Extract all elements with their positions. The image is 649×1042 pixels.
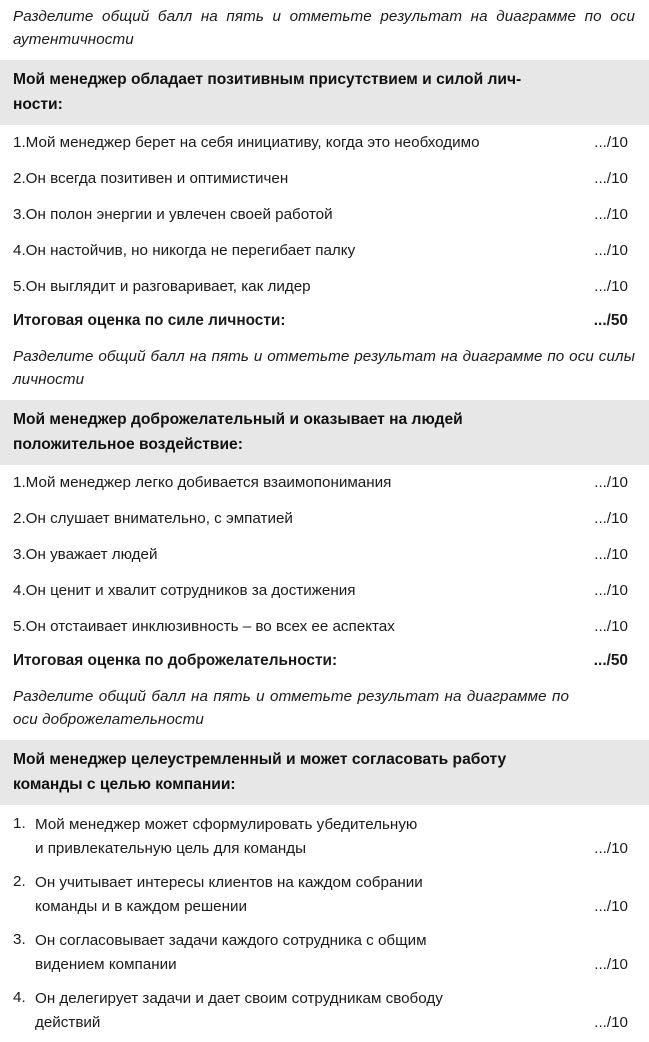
question-list-benevolence (0, 465, 649, 645)
section-heading-text-line2: ности: (13, 96, 63, 113)
question-number: 5. (13, 278, 26, 295)
question-text-line2: видением компании (35, 955, 177, 973)
question-text-line1: Он учитывает интересы клиентов на каждом собрании (35, 874, 423, 891)
question-text: Он полон энергии и увлечен своей работой (25, 206, 333, 223)
section-heading-personality-strength (0, 60, 649, 125)
question-text-line1: Мой менеджер может сформулировать убедительную (35, 816, 418, 833)
question-row[interactable] (0, 609, 649, 645)
question-text: Он слушает внимательно, с эмпатией (25, 510, 293, 527)
question-text-line2: и привлекательную цель для команды (35, 839, 307, 857)
question-score-field[interactable]: .../10 (594, 134, 628, 151)
question-text-line2: действий (35, 1013, 101, 1031)
spacer (0, 337, 649, 346)
question-score-field[interactable]: .../10 (594, 510, 628, 527)
question-text (35, 987, 594, 1034)
question-row[interactable] (0, 197, 649, 233)
question-row[interactable] (0, 810, 649, 868)
question-number: 2. (13, 873, 26, 890)
section-heading-text: Мой менеджер целеустремленный и может согласовать работу (13, 751, 507, 768)
question-score-field[interactable]: .../10 (594, 618, 628, 635)
question-list-purposefulness (0, 810, 649, 1042)
question-text (35, 929, 594, 976)
question-score-field[interactable]: .../10 (594, 546, 628, 563)
question-number: 1. (13, 134, 26, 151)
question-row[interactable] (0, 161, 649, 197)
section-heading-text: Мой менеджер доброжелательный и оказывает на людей (13, 411, 463, 428)
question-number: 3. (13, 206, 26, 223)
question-score-field[interactable]: .../10 (594, 898, 628, 915)
question-score-field[interactable]: .../10 (594, 956, 628, 973)
question-number: 2. (13, 510, 26, 527)
question-row[interactable] (0, 926, 649, 984)
question-score-field[interactable]: .../10 (594, 170, 628, 187)
question-number: 4. (13, 582, 26, 599)
question-text: Он уважает людей (25, 546, 158, 563)
question-row[interactable] (0, 573, 649, 609)
spacer (0, 391, 649, 400)
question-row[interactable] (0, 269, 649, 305)
question-text: Он настойчив, но никогда не перегибает палку (25, 242, 356, 259)
question-text: Он отстаивает инклюзивность – во всех ее аспектах (25, 618, 395, 635)
question-text-line1: Он делегирует задачи и дает своим сотрудникам свободу (35, 990, 443, 1007)
question-score-field[interactable]: .../10 (594, 1014, 628, 1031)
question-row[interactable] (0, 537, 649, 573)
question-number: 1. (13, 815, 26, 832)
question-list-personality-strength (0, 125, 649, 305)
question-text-line1: Он согласовывает задачи каждого сотрудника с общим (35, 932, 427, 949)
section-heading-purposefulness (0, 740, 649, 805)
question-row[interactable] (0, 984, 649, 1042)
total-row-personality-strength[interactable] (0, 305, 649, 337)
question-text: Он всегда позитивен и оптимистичен (25, 170, 289, 187)
section-heading-text: Мой менеджер обладает позитивным присутствием и силой лич- (13, 71, 522, 88)
question-text: Он выглядит и разговаривает, как лидер (25, 278, 311, 295)
question-score-field[interactable]: .../10 (594, 242, 628, 259)
spacer (0, 51, 649, 60)
question-score-field[interactable]: .../10 (594, 840, 628, 857)
question-number: 4. (13, 242, 26, 259)
question-number: 1. (13, 474, 26, 491)
section-heading-text-line2: положительное воздействие: (13, 436, 243, 453)
question-number: 3. (13, 931, 26, 948)
question-text (35, 813, 594, 860)
question-row[interactable] (0, 868, 649, 926)
question-row[interactable] (0, 501, 649, 537)
section-heading-benevolence (0, 400, 649, 465)
total-score-field[interactable]: .../50 (593, 652, 628, 669)
question-text (35, 871, 594, 918)
question-text: Мой менеджер легко добивается взаимопонимания (25, 474, 392, 491)
question-score-field[interactable]: .../10 (594, 582, 628, 599)
question-score-field[interactable]: .../10 (594, 278, 628, 295)
instruction-personality-strength: Разделите общий балл на пять и отметьте результат на диаграмме по оси силы личности (13, 348, 635, 388)
total-label: Итоговая оценка по доброжелательности: (13, 652, 338, 669)
question-text: Он ценит и хвалит сотрудников за достижения (25, 582, 356, 599)
question-number: 4. (13, 989, 26, 1006)
total-label: Итоговая оценка по силе личности: (13, 312, 286, 329)
question-score-field[interactable]: .../10 (594, 206, 628, 223)
section-heading-text-line2: команды с целью компании: (13, 776, 236, 793)
question-text: Мой менеджер берет на себя инициативу, когда это необходимо (25, 134, 480, 151)
instruction-authenticity: Разделите общий балл на пять и отметьте результат на диаграмме по оси аутентичности (13, 8, 635, 48)
question-row[interactable] (0, 125, 649, 161)
spacer (0, 731, 649, 740)
question-number: 2. (13, 170, 26, 187)
question-text-line2: команды и в каждом решении (35, 897, 247, 915)
spacer (0, 677, 649, 686)
question-score-field[interactable]: .../10 (594, 474, 628, 491)
question-row[interactable] (0, 465, 649, 501)
instruction-benevolence: Разделите общий балл на пять и отметьте результат на диаграмме по оси доброжелательности (13, 688, 569, 728)
total-row-benevolence[interactable] (0, 645, 649, 677)
question-row[interactable] (0, 233, 649, 269)
question-number: 3. (13, 546, 26, 563)
total-score-field[interactable]: .../50 (593, 312, 628, 329)
question-number: 5. (13, 618, 26, 635)
